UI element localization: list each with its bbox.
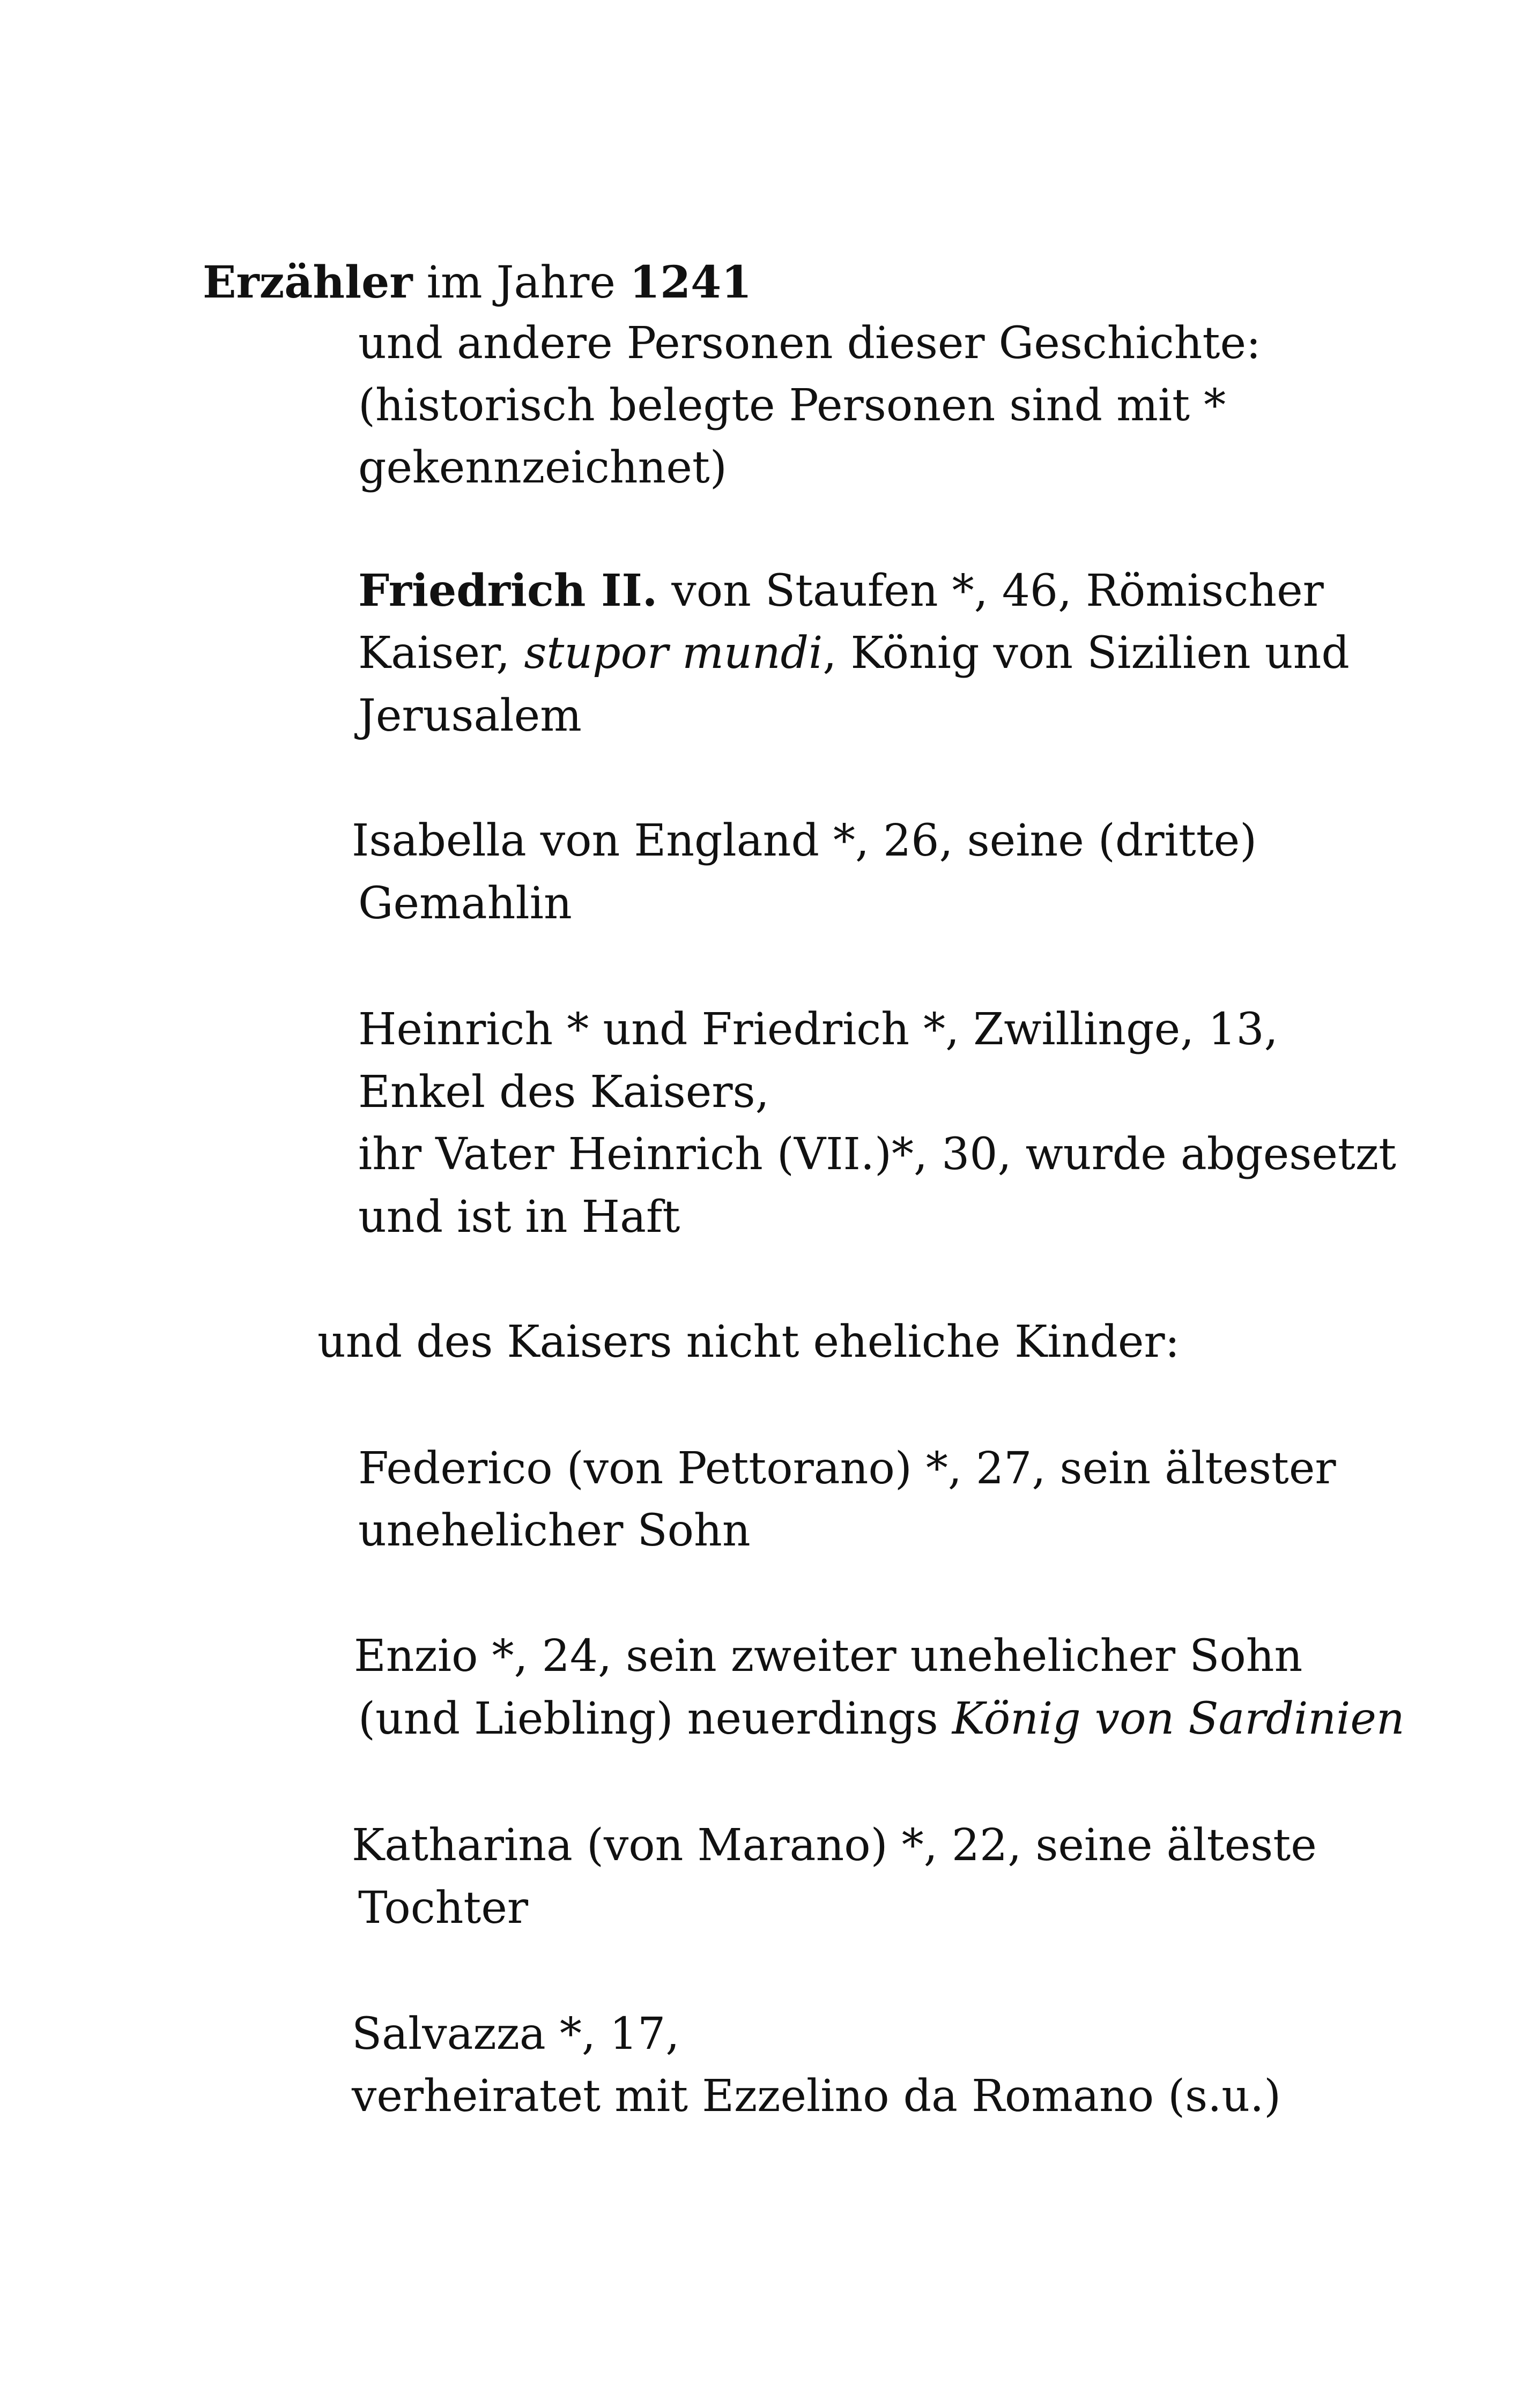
narrator-year: 1241 <box>629 257 752 308</box>
salvazza-line-1: Salvazza *, 17, <box>352 2009 680 2060</box>
twins-line-2: Enkel des Kaisers, <box>358 1067 769 1118</box>
friedrich-line-1 <box>358 565 1324 616</box>
twins-line-4: und ist in Haft <box>358 1192 680 1243</box>
narrator-label: Erzähler <box>203 257 413 308</box>
friedrich-line-1-rest: von Staufen *, 46, Römischer <box>657 566 1324 616</box>
twins-line-3: ihr Vater Heinrich (VII.)*, 30, wurde abgesetzt <box>358 1129 1396 1180</box>
intro-line-1: und andere Personen dieser Geschichte: <box>358 318 1261 369</box>
friedrich-line-2 <box>358 628 1350 679</box>
katharina-line-1: Katharina (von Marano) *, 22, seine älteste <box>352 1820 1317 1871</box>
enzio-line-2 <box>358 1693 1405 1744</box>
salvazza-line-2: verheiratet mit Ezzelino da Romano (s.u.) <box>352 2071 1281 2122</box>
narrator-heading <box>203 257 752 308</box>
children-heading: und des Kaisers nicht eheliche Kinder: <box>317 1317 1180 1367</box>
enzio-line-2-start: (und Liebling) neuerdings <box>358 1693 952 1744</box>
enzio-line-1: Enzio *, 24, sein zweiter unehelicher Sohn <box>354 1631 1303 1682</box>
friedrich-name: Friedrich II. <box>358 565 658 616</box>
intro-line-3: gekennzeichnet) <box>358 442 727 493</box>
isabella-line-2: Gemahlin <box>358 878 572 929</box>
friedrich-epithet: stupor mundi <box>524 628 823 679</box>
narrator-mid-text: im Jahre <box>412 257 630 308</box>
intro-line-2: (historisch belegte Personen sind mit * <box>358 380 1226 431</box>
federico-line-2: unehelicher Sohn <box>358 1505 751 1556</box>
twins-line-1: Heinrich * und Friedrich *, Zwillinge, 13, <box>358 1004 1278 1055</box>
enzio-title: König von Sardinien <box>952 1693 1405 1744</box>
friedrich-line-3: Jerusalem <box>358 690 582 741</box>
friedrich-line-2-end: , König von Sizilien und <box>823 628 1350 679</box>
friedrich-line-2-start: Kaiser, <box>358 628 524 679</box>
isabella-line-1: Isabella von England *, 26, seine (dritte) <box>352 815 1257 866</box>
katharina-line-2: Tochter <box>358 1883 529 1934</box>
federico-line-1: Federico (von Pettorano) *, 27, sein ältester <box>358 1443 1336 1494</box>
